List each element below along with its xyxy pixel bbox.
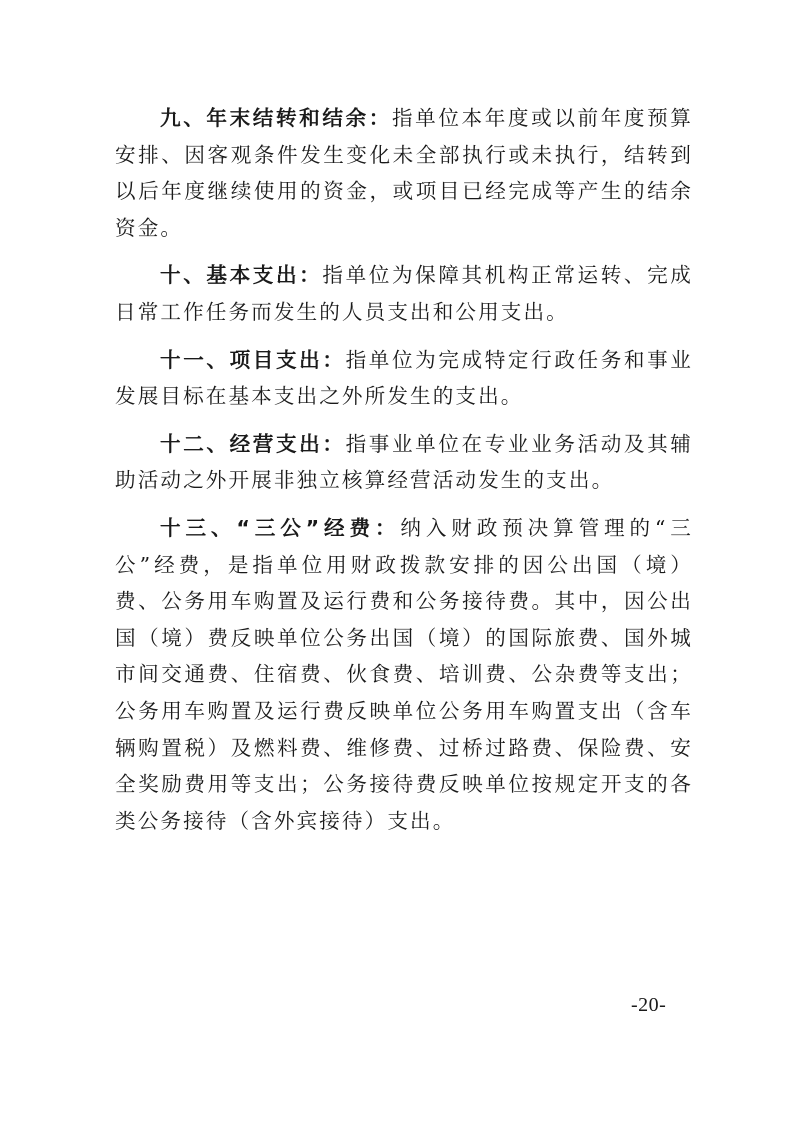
definition-year-end-carryover: 指单位本年度或以前年度预算安排、因客观条件发生变化未全部执行或未执行，结转到以后年度继续使用的资金，或项目已经完成等产生的结余资金。 — [115, 106, 693, 240]
paragraph-year-end-carryover — [115, 100, 693, 246]
definition-three-public-expenses: 纳入财政预决算管理的“三公”经费，是指单位用财政拨款安排的因公出国（境）费、公务用车购置及运行费和公务接待费。其中，因公出国（境）费反映单位公务出国（境）的国际旅费、国外城市间交通费、住宿费、伙食费、培训费、公杂费等支出；公务用车购置及运行费反映单位公务用车购置支出（含车辆购置税）及燃料费、维修费、过桥过路费、保险费、安全奖励费用等支出；公务接待费反映单位按规定开支的各类公务接待（含外宾接待）支出。 — [115, 515, 693, 833]
term-project-expenditure: 十一、项目支出： — [160, 347, 346, 372]
document-body — [115, 100, 693, 850]
definition-basic-expenditure: 指单位为保障其机构正常运转、完成日常工作任务而发生的人员支出和公用支出。 — [115, 263, 693, 324]
term-basic-expenditure: 十、基本支出： — [160, 263, 323, 288]
paragraph-operating-expenditure — [115, 426, 693, 499]
page-number: -20- — [631, 994, 667, 1016]
paragraph-project-expenditure — [115, 342, 693, 415]
definition-project-expenditure: 指单位为完成特定行政任务和事业发展目标在基本支出之外所发生的支出。 — [115, 347, 693, 409]
term-year-end-carryover: 九、年末结转和结余： — [160, 106, 392, 130]
definition-operating-expenditure: 指事业单位在专业业务活动及其辅助活动之外开展非独立核算经营活动发生的支出。 — [115, 431, 693, 493]
term-three-public-expenses: 十三、“三公”经费： — [160, 515, 401, 540]
paragraph-three-public-expenses — [115, 510, 693, 839]
term-operating-expenditure: 十二、经营支出： — [160, 431, 346, 456]
paragraph-basic-expenditure — [115, 257, 693, 330]
